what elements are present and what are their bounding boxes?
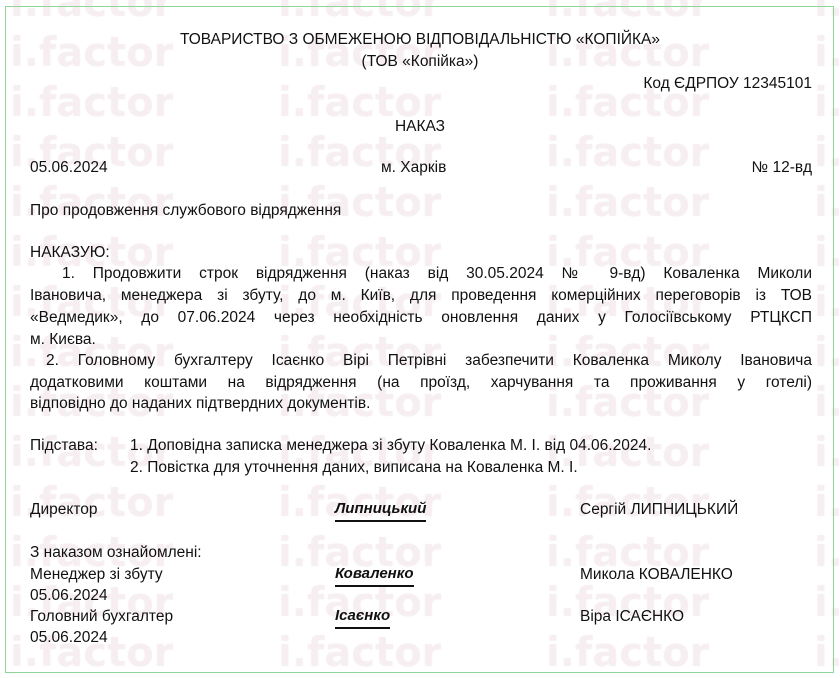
director-title: Директор: [30, 501, 98, 518]
company-name: ТОВАРИСТВО З ОБМЕЖЕНОЮ ВІДПОВІДАЛЬНІСТЮ «КОПІЙКА»: [179, 31, 661, 48]
basis-item: 2. Повістка для уточнення даних, виписана на Коваленка М. І.: [130, 459, 578, 476]
accountant-signature: Ісаєнко: [335, 606, 390, 629]
acknowledged-label: З наказом ознайомлені:: [30, 544, 202, 561]
manager-signature: Коваленко: [335, 564, 414, 587]
basis-item: 1. Доповідна записка менеджера зі збуту Коваленка М. І. від 04.06.2024.: [130, 437, 652, 454]
item1-line: Івановича, менеджера зі збуту, до м. Київ, для проведення комерційних переговорів із ТОВ: [30, 287, 812, 304]
director-signature: Липницький: [335, 499, 426, 522]
basis-label: Підстава:: [30, 437, 98, 454]
accountant-date: 05.06.2024: [30, 629, 108, 646]
document-date: 05.06.2024: [30, 159, 108, 176]
manager-title: Менеджер зі збуту: [30, 566, 163, 583]
document-city: м. Харків: [381, 159, 447, 176]
director-name: Сергій ЛИПНИЦЬКИЙ: [580, 501, 739, 518]
item2-line: відповідно до наданих підтвердних документів.: [30, 395, 371, 412]
document-type: НАКАЗ: [394, 118, 446, 135]
document-subject: Про продовження службового відрядження: [30, 202, 342, 219]
item2-line: додатковими коштами на відрядження (на проїзд, харчування та проживання у готелі): [30, 374, 812, 391]
manager-name: Микола КОВАЛЕНКО: [580, 566, 733, 583]
accountant-title: Головний бухгалтер: [30, 608, 174, 625]
item2-line: 2. Головному бухгалтеру Ісаєнко Вірі Петрівні забезпечити Коваленка Миколу Івановича: [46, 352, 812, 369]
item1-line: 1. Продовжити строк відрядження (наказ від 30.05.2024 № 9-вд) Коваленка Миколи: [62, 265, 812, 282]
edrpou-code: Код ЄДРПОУ 12345101: [643, 75, 812, 92]
accountant-name: Віра ІСАЄНКО: [580, 608, 685, 625]
item1-line: «Ведмедик», до 07.06.2024 через необхідність оновлення даних у Голосіївському РТЦКСП: [30, 309, 812, 326]
item1-line: м. Києва.: [30, 331, 96, 348]
manager-date: 05.06.2024: [30, 587, 108, 604]
order-word: НАКАЗУЮ:: [30, 244, 110, 261]
company-short-name: (ТОВ «Копійка»): [361, 53, 479, 70]
document-number: № 12-вд: [751, 159, 812, 176]
